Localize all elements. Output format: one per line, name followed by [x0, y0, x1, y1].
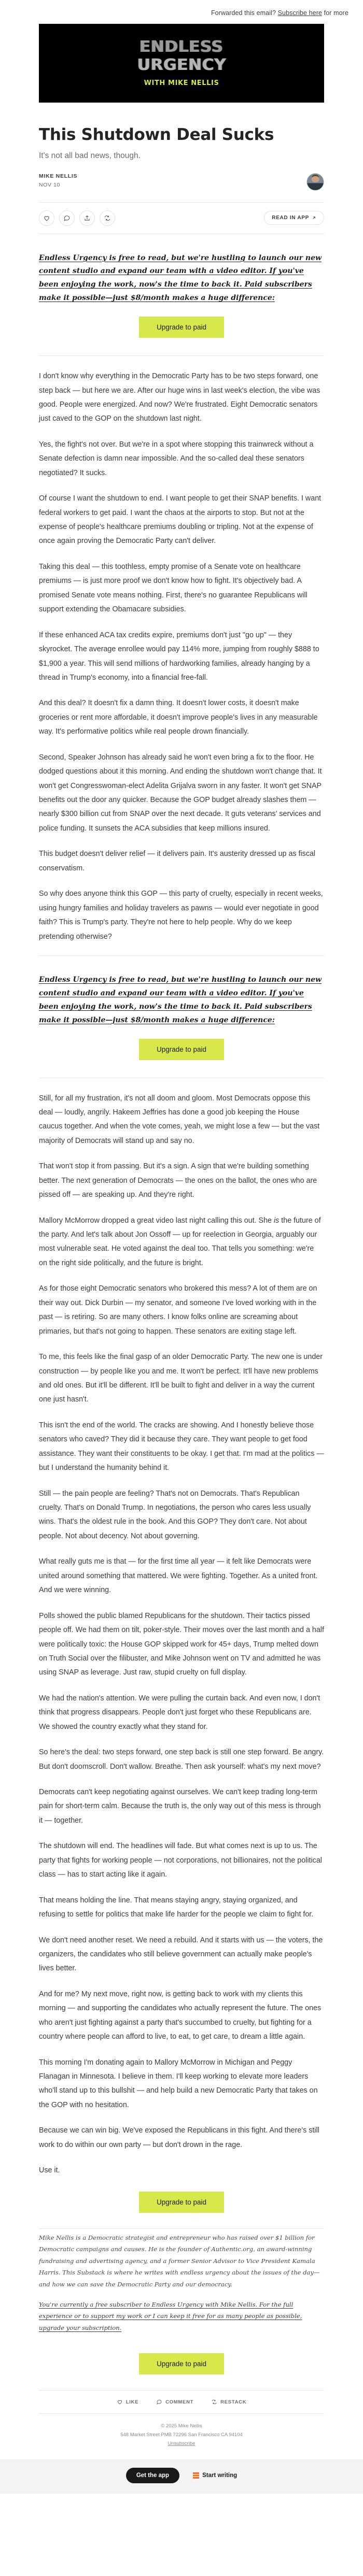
promo-text: Endless Urgency is free to read, but we're hustling to launch our new content studio and expand our team with a video editor. If you've been enjoying the work, now's the time to back it. Paid subscribers make it possible—just $8/month makes a huge difference:	[39, 975, 322, 1024]
substack-logo-icon	[193, 2472, 199, 2479]
body-paragraph: I don't know why everything in the Democratic Party has to be two steps forward, one step back — but here we are. After our huge wins in last week's election, the vibe was good. People were energized. And now? We're frustrated. Eight Democratic senators just caved to the GOP on the shutdown last night.	[39, 372, 320, 423]
footer-restack-label: RESTACK	[220, 2399, 247, 2405]
body-paragraph: Polls showed the public blamed Republicans for the shutdown. Their tactics pissed people off. We had them on tilt, poker-style. Their moves over the last month and a half were politically toxic: the House GOP skipped work for 45+ days, Trump melted down on Truth Social over the filibuster, and Mike Johnson went on TV and admitted he was using SNAP as leverage. Just raw, stupid cruelty on full display.	[39, 1611, 324, 1677]
like-icon[interactable]	[39, 210, 54, 226]
promo-button-wrap-bottom	[39, 2178, 324, 2216]
body-paragraph: That means holding the line. That means staying angry, staying organized, and refusing to settle for politics that make life harder for the people we claim to fight for.	[39, 1896, 314, 1919]
forwarded-banner	[0, 0, 363, 17]
footer-action-bar	[39, 2391, 324, 2413]
share-icon[interactable]	[79, 210, 95, 226]
byline-row	[39, 173, 324, 191]
bio-paragraph: You're currently a free subscriber to Endless Urgency with Mike Nellis. For the full experience or to support my work or I can keep it free for as many people as possible, upgrade your subscription.	[39, 2300, 302, 2331]
upgrade-to-paid-button[interactable]: Upgrade to paid	[139, 1039, 224, 1060]
comment-icon[interactable]	[59, 210, 75, 226]
footer-restack-button[interactable]	[211, 2399, 246, 2405]
bio-button-wrap	[39, 2342, 324, 2378]
footer-like-label: LIKE	[125, 2399, 139, 2405]
comment-icon	[156, 2399, 162, 2405]
author-name[interactable]: MIKE NELLIS	[39, 173, 78, 179]
promo-block-middle	[39, 956, 324, 1066]
forwarded-text-after: for more	[324, 9, 348, 17]
body-paragraph: Of course I want the shutdown to end. I want people to get their SNAP benefits. I want federal workers to get paid. I want the chaos at the airports to stop. But not at the expense of people's healthcare premiums doubling or tripling. Not at the expense of once again proving the Democratic Party can't deliver.	[39, 494, 322, 546]
action-icons	[39, 210, 115, 226]
body-paragraph: This isn't the end of the world. The cracks are showing. And I honestly believe those senators who caved? They did it because they care. They want people to get food assistance. They want their constituents to be okay. I get that. I'm mad at the politics — but I understand the humanity behind it.	[39, 1421, 324, 1472]
body-paragraph: We had the nation's attention. We were pulling the curtain back. And even now, I don't think that progress disappears. People don't just forget who these Republicans are. We showed the country exactly what they stand for.	[39, 1694, 320, 1731]
article-body-part-2	[39, 1078, 324, 2178]
body-paragraph: Taking this deal — this toothless, empty promise of a Senate vote on healthcare premiums — is just more proof we don't know how to fight. It's objectively bad. A promised Senate vote means nothing. First, there's no guarantee Republicans will support extending the Obamacare subsidies.	[39, 562, 308, 614]
body-paragraph: Still, for all my frustration, it's not all doom and gloom. Most Democrats oppose this deal — loudly, angrily. Hakeem Jeffries has done a good job keeping the House caucus together. And when the vote comes, yeah, we might lose a few — but the vast majority of Democrats will stand up and say no.	[39, 1094, 320, 1145]
banner-subtitle: WITH MIKE NELLIS	[144, 79, 219, 87]
footer-comment-label: COMMENT	[165, 2399, 194, 2405]
body-paragraph: To me, this feels like the final gasp of an older Democratic Party. The new one is under construction — by people like you and me. It won't be perfect. It'll have new problems and old ones. But it'll be different. It'll be built to fight and deliver in a way the current one just hasn't.	[39, 1353, 323, 1404]
body-paragraph: Still — the pain people are feeling? That's not on Democrats. That's Republican cruelty. That's on Donald Trump. In negotiations, the person who cares less usually wins. That's the oldest rule in the book. And this GOP? They don't care. Not about people. Not about decency. Not about governing.	[39, 1489, 311, 1540]
promo-button-wrap	[39, 1027, 324, 1063]
body-paragraph: And for me? My next move, right now, is getting back to work with my clients this morning — and supporting the candidates who actually represent the future. The ones who aren't just fighting against a party that's succumbed to cruelty, but fighting for a country where people can afford to live, to eat, to get care, to dream a little again.	[39, 1990, 322, 2041]
body-paragraph: Use it.	[39, 2166, 60, 2175]
body-paragraph: We don't need another reset. We need a rebuild. And it starts with us — the voters, the organizers, the candidates who still believe government can actually make people's lives better.	[39, 1936, 323, 1973]
page-title: This Shutdown Deal Sucks	[39, 125, 274, 144]
read-in-app-button[interactable]	[264, 211, 324, 225]
arrow-up-right-icon	[312, 216, 316, 220]
banner-title-line2: URGENCY	[137, 56, 226, 74]
body-paragraph: And this deal? It doesn't fix a damn thing. It doesn't lower costs, it doesn't make groceries or rent more affordable, it doesn't improve people's lives in any measurable way. It's performative politics while real people drown financially.	[39, 699, 318, 736]
restack-icon	[211, 2399, 217, 2405]
footer-like-button[interactable]	[117, 2399, 138, 2405]
banner-title-line1: ENDLESS	[139, 38, 224, 56]
body-paragraph: Second, Speaker Johnson has already said he won't even bring a fix to the floor. He dodged questions about it this morning. And ending the shutdown won't change that. It won't get Congresswoman-elect Adelita Grijalva sworn in any faster. It won't get SNAP benefits out the door any quicker. Because the GOP budget already slashes them — nearly $300 billion cut from SNAP over the next decade. It guts veterans' services and police funding. It sunsets the ACA subsidies that keep millions insured.	[39, 753, 322, 833]
read-in-app-label: READ IN APP	[272, 215, 309, 221]
body-paragraph: The shutdown will end. The headlines will fade. But what comes next is up to us. The party that fights for working people — not corporations, not billionaires, not the political class — has to start acting like it again.	[39, 1842, 322, 1879]
post-date: NOV 10	[39, 181, 60, 188]
body-paragraph: This morning I'm donating again to Mallory McMorrow in Michigan and Peggy Flanagan in Minnesota. I believe in them. I'll keep working to elevate more leaders who'll stand up to this bullshit — and help build a new Democratic Party that takes on the GOP with no hesitation.	[39, 2058, 318, 2109]
start-writing-button[interactable]	[193, 2472, 237, 2479]
body-paragraph: Democrats can't keep negotiating against ourselves. We can't keep trading long-term pain for short-term calm. Because the truth is, the only way out of this mess is through it — together.	[39, 1788, 321, 1825]
promo-button-wrap	[39, 305, 324, 341]
body-paragraph: That won't stop it from passing. But it's a sign. A sign that we're building something better. The next generation of Democrats — the ones on the ballot, the ones who are pissed off — are speaking up. And they're right.	[39, 1162, 317, 1199]
body-paragraph: Yes, the fight's not over. But we're in a spot where stopping this trainwreck without a Senate defection is damn near impossible. And the so-called deal these senators negotiated? It sucks.	[39, 440, 314, 477]
subscribe-here-link[interactable]: Subscribe here	[277, 9, 323, 17]
copyright-line: © 2025 Mike Nellis	[161, 2423, 202, 2429]
body-paragraph: What really guts me is that — for the first time all year — it felt like Democrats were united around something that mattered. We were fighting. Together. As a united front. And we were winning.	[39, 1557, 318, 1595]
unsubscribe-link[interactable]: Unsubscribe	[167, 2440, 196, 2446]
body-paragraph: This budget doesn't deliver relief — it delivers pain. It's austerity dressed up as fiscal conservatism.	[39, 850, 316, 872]
like-icon	[117, 2399, 123, 2405]
upgrade-to-paid-button[interactable]: Upgrade to paid	[139, 317, 224, 338]
app-bar	[0, 2459, 363, 2494]
banner-wrapper	[0, 17, 363, 103]
bio-paragraph: Mike Nellis is a Democratic strategist and entrepreneur who has raised over $1 billion for Democratic campaigns and causes. He is the founder of Authentic.org, an award-winning fundraising and advertising agency, and a former Senior Advisor to Vice President Kamala Harris. This Substack is where he writes with endless urgency about the issues of the day—and how we can save the Democratic Party and our democracy.	[39, 2234, 320, 2288]
upgrade-to-paid-button-bio[interactable]: Upgrade to paid	[139, 2353, 224, 2374]
restack-icon[interactable]	[100, 210, 115, 226]
footer-comment-button[interactable]	[156, 2399, 193, 2405]
byline	[39, 173, 77, 188]
copyright-block	[39, 2414, 324, 2457]
article-body-part-1	[39, 356, 324, 944]
promo-text: Endless Urgency is free to read, but we're hustling to launch our new content studio and expand our team with a video editor. If you've been enjoying the work, now's the time to back it. Paid subscribers make it possible—just $8/month makes a huge difference:	[39, 253, 322, 303]
forwarded-text-before: Forwarded this email?	[211, 9, 276, 17]
address-line: 548 Market Street PMB 72296 San Francisco CA 94104	[120, 2432, 243, 2438]
body-paragraph: So why does anyone think this GOP — this party of cruelty, especially in recent weeks, using hungry families and holiday travelers as pawns — would ever negotiate in good faith? This is Trump's party. They're not here to help people. Why do we keep pretending otherwise?	[39, 890, 323, 941]
get-the-app-button[interactable]: Get the app	[126, 2468, 179, 2483]
post-subtitle: It's not all bad news, though.	[39, 151, 141, 160]
promo-block-top	[39, 234, 324, 345]
body-paragraph: If these enhanced ACA tax credits expire, premiums don't just "go up" — they skyrocket. The average enrollee would pay 114% more, jumping from roughly $888 to $1,900 a year. This will send millions of hardworking families, already hanging by a thread in Trump's economy, into a financial free-fall.	[39, 631, 319, 682]
author-bio	[39, 2229, 324, 2334]
action-bar	[39, 203, 324, 234]
start-writing-label: Start writing	[202, 2472, 238, 2479]
body-paragraph: Because we can win big. We've exposed the Republicans in this fight. And there's still work to do within our own party — but don't drown in the rage.	[39, 2126, 319, 2149]
upgrade-to-paid-button[interactable]: Upgrade to paid	[139, 2192, 224, 2213]
body-paragraph: As for those eight Democratic senators who brokered this mess? A lot of them are on their way out. Dick Durbin — my senator, and someone I've loved working with in the past — is retiring. So are many others. I know folks online are screaming about primaries, but that's not going to happen. These senators are exiting stage left.	[39, 1284, 317, 1336]
body-paragraph: So here's the deal: two steps forward, one step back is still one step forward. Be angry. But don't doomscroll. Don't wallow. Breathe. Then ask yourself: what's my next move?	[39, 1748, 324, 1771]
publication-banner[interactable]	[39, 24, 324, 103]
body-paragraph: Mallory McMorrow dropped a great video last night calling this out. She is the future of the party. And let's talk about Jon Ossoff — up for reelection in Georgia, arguably our most vulnerable seat. He voted against the deal too. That tells you something: we're on the right side politically, and the future is bright.	[39, 1216, 321, 1267]
avatar[interactable]	[306, 173, 324, 191]
